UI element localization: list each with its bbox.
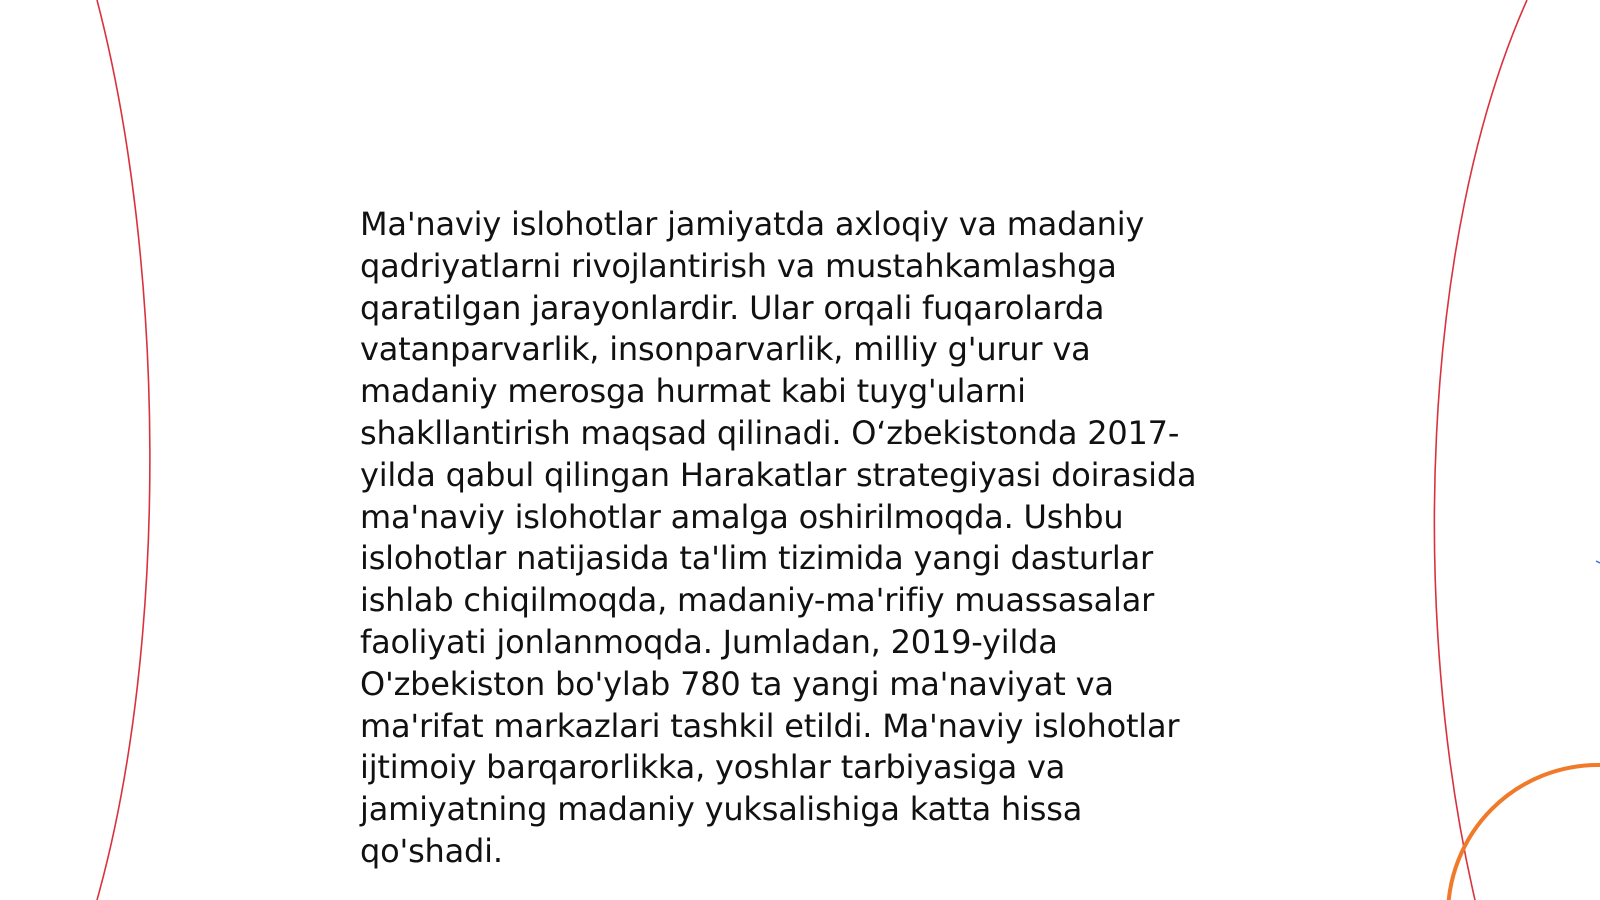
text-line: ishlab chiqilmoqda, madaniy-ma'rifiy muassasalar xyxy=(360,581,1155,620)
text-line: vatanparvarlik, insonparvarlik, milliy g'urur va xyxy=(360,330,1091,369)
text-line: faoliyati jonlanmoqda. Jumladan, 2019-yilda xyxy=(360,622,1058,661)
text-line: ijtimoiy barqarorlikka, yoshlar tarbiyasiga va xyxy=(360,748,1066,787)
text-line: Ma'naviy islohotlar jamiyatda axloqiy va madaniy xyxy=(360,205,1145,243)
text-line: ma'rifat markazlari tashkil etildi. Ma'naviy islohotlar xyxy=(360,706,1180,745)
text-line: jamiyatning madaniy yuksalishiga katta hissa xyxy=(360,790,1083,829)
slide-body-text xyxy=(360,204,1240,873)
right-red-curve xyxy=(1434,0,1527,900)
text-line: islohotlar natijasida ta'lim tizimida yangi dasturlar xyxy=(360,539,1153,578)
small-blue-mark xyxy=(1596,561,1600,563)
text-line: yilda qabul qilingan Harakatlar strategiyasi doirasida xyxy=(360,455,1197,494)
text-line: O'zbekiston bo'ylab 780 ta yangi ma'naviyat va xyxy=(360,664,1114,703)
text-line: shakllantirish maqsad qilinadi. O‘zbekistonda 2017- xyxy=(360,413,1180,452)
text-line: madaniy merosga hurmat kabi tuyg'ularni xyxy=(360,372,1026,411)
text-line: qaratilgan jarayonlardir. Ular orqali fuqarolarda xyxy=(360,288,1105,327)
text-line: qadriyatlarni rivojlantirish va mustahkamlashga xyxy=(360,246,1117,285)
text-line: ma'naviy islohotlar amalga oshirilmoqda. Ushbu xyxy=(360,497,1124,536)
text-line: qo'shadi. xyxy=(360,831,503,870)
left-red-curve xyxy=(97,0,150,900)
